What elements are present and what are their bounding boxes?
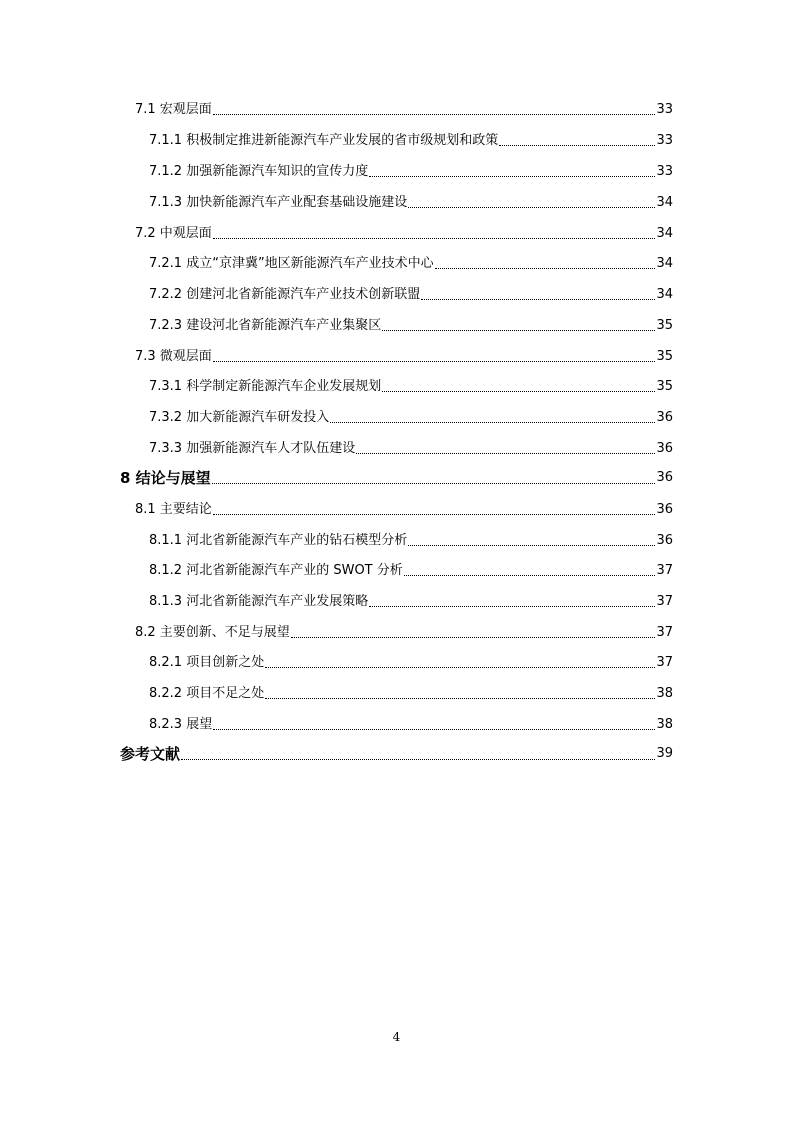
toc-entry[interactable] (135, 496, 673, 518)
toc-entry-page: 34 (656, 256, 673, 271)
dot-leader (265, 697, 655, 699)
toc-entry[interactable] (149, 435, 673, 457)
toc-entry-label: 8.2.3 展望 (149, 717, 213, 732)
toc-entry[interactable] (135, 343, 673, 365)
toc-entry-page: 36 (656, 533, 673, 548)
toc-entry-page: 36 (656, 470, 673, 485)
dot-leader (330, 421, 655, 423)
toc-entry[interactable] (149, 680, 673, 702)
toc-entry-label: 8.1.3 河北省新能源汽车产业发展策略 (149, 594, 369, 609)
toc-entry[interactable] (149, 404, 673, 426)
toc-entry[interactable] (135, 96, 673, 118)
toc-entry[interactable] (149, 588, 673, 610)
toc-entry-label: 8.1.2 河北省新能源汽车产业的 SWOT 分析 (149, 563, 403, 578)
toc-entry[interactable] (135, 619, 673, 641)
toc-entry-label: 8.1 主要结论 (135, 502, 212, 517)
toc-entry-page: 37 (656, 594, 673, 609)
toc-entry[interactable] (149, 250, 673, 272)
toc-entry[interactable] (135, 220, 673, 242)
dot-leader (291, 636, 656, 638)
toc-entry-page: 35 (656, 379, 673, 394)
toc-entry-label: 8.1.1 河北省新能源汽车产业的钻石模型分析 (149, 533, 408, 548)
dot-leader (408, 544, 655, 546)
toc-entry-label: 8.2.1 项目创新之处 (149, 655, 265, 670)
toc-entry[interactable] (149, 649, 673, 671)
toc-entry-label: 8 结论与展望 (120, 469, 211, 487)
toc-entry[interactable] (149, 127, 673, 149)
toc-entry-label: 7.1.2 加强新能源汽车知识的宣传力度 (149, 164, 369, 179)
toc-entry-label: 8.2 主要创新、不足与展望 (135, 625, 290, 640)
toc-entry-label: 7.2 中观层面 (135, 226, 212, 241)
dot-leader (382, 329, 655, 331)
dot-leader (369, 175, 655, 177)
toc-entry[interactable] (149, 312, 673, 334)
toc-entry-label: 参考文献 (120, 745, 181, 763)
dot-leader (404, 574, 656, 576)
toc-entry[interactable] (149, 527, 673, 549)
toc-entry-page: 34 (656, 195, 673, 210)
toc-entry-page: 36 (656, 441, 673, 456)
toc-entry-label: 7.3.3 加强新能源汽车人才队伍建设 (149, 441, 356, 456)
dot-leader (213, 728, 655, 730)
toc-entry-label: 7.2.1 成立“京津冀”地区新能源汽车产业技术中心 (149, 256, 434, 271)
dot-leader (213, 237, 656, 239)
toc-entry-label: 7.3.2 加大新能源汽车研发投入 (149, 410, 330, 425)
toc-entry[interactable] (149, 158, 673, 180)
toc-entry[interactable] (149, 189, 673, 211)
toc-entry-label: 7.2.3 建设河北省新能源汽车产业集聚区 (149, 318, 382, 333)
dot-leader (213, 513, 656, 515)
toc-entry-page: 37 (656, 655, 673, 670)
toc-entry-chapter[interactable] (120, 741, 673, 763)
toc-entry-page: 37 (656, 625, 673, 640)
toc-entry-page: 36 (656, 502, 673, 517)
toc-entry-page: 33 (656, 133, 673, 148)
dot-leader (265, 666, 655, 668)
toc-entry-page: 37 (656, 563, 673, 578)
toc-entry-page: 33 (656, 164, 673, 179)
toc-entry-page: 38 (656, 717, 673, 732)
toc-entry[interactable] (149, 373, 673, 395)
dot-leader (421, 298, 655, 300)
toc-entry-label: 7.1.3 加快新能源汽车产业配套基础设施建设 (149, 195, 408, 210)
dot-leader (499, 144, 655, 146)
toc-entry[interactable] (149, 281, 673, 303)
toc-entry-page: 38 (656, 686, 673, 701)
dot-leader (408, 206, 655, 208)
toc-entry-label: 8.2.2 项目不足之处 (149, 686, 265, 701)
dot-leader (181, 758, 655, 760)
dot-leader (356, 452, 655, 454)
toc-entry[interactable] (149, 557, 673, 579)
toc-entry-page: 35 (656, 349, 673, 364)
toc-entry-page: 33 (656, 102, 673, 117)
toc-entry-page: 39 (656, 746, 673, 761)
dot-leader (435, 267, 656, 269)
toc-entry-page: 34 (656, 226, 673, 241)
toc-entry-chapter[interactable] (120, 465, 673, 487)
dot-leader (212, 482, 656, 484)
toc-entry-label: 7.1 宏观层面 (135, 102, 212, 117)
toc-entry-label: 7.3 微观层面 (135, 349, 212, 364)
toc-entry-label: 7.3.1 科学制定新能源汽车企业发展规划 (149, 379, 382, 394)
toc-entry-page: 36 (656, 410, 673, 425)
dot-leader (213, 360, 656, 362)
toc-entry-label: 7.1.1 积极制定推进新能源汽车产业发展的省市级规划和政策 (149, 133, 499, 148)
toc-entry-page: 35 (656, 318, 673, 333)
toc-entry-page: 34 (656, 287, 673, 302)
dot-leader (369, 605, 655, 607)
toc-entry-label: 7.2.2 创建河北省新能源汽车产业技术创新联盟 (149, 287, 421, 302)
page-number: 4 (392, 1030, 401, 1044)
dot-leader (382, 390, 655, 392)
toc-entry[interactable] (149, 711, 673, 733)
dot-leader (213, 113, 656, 115)
